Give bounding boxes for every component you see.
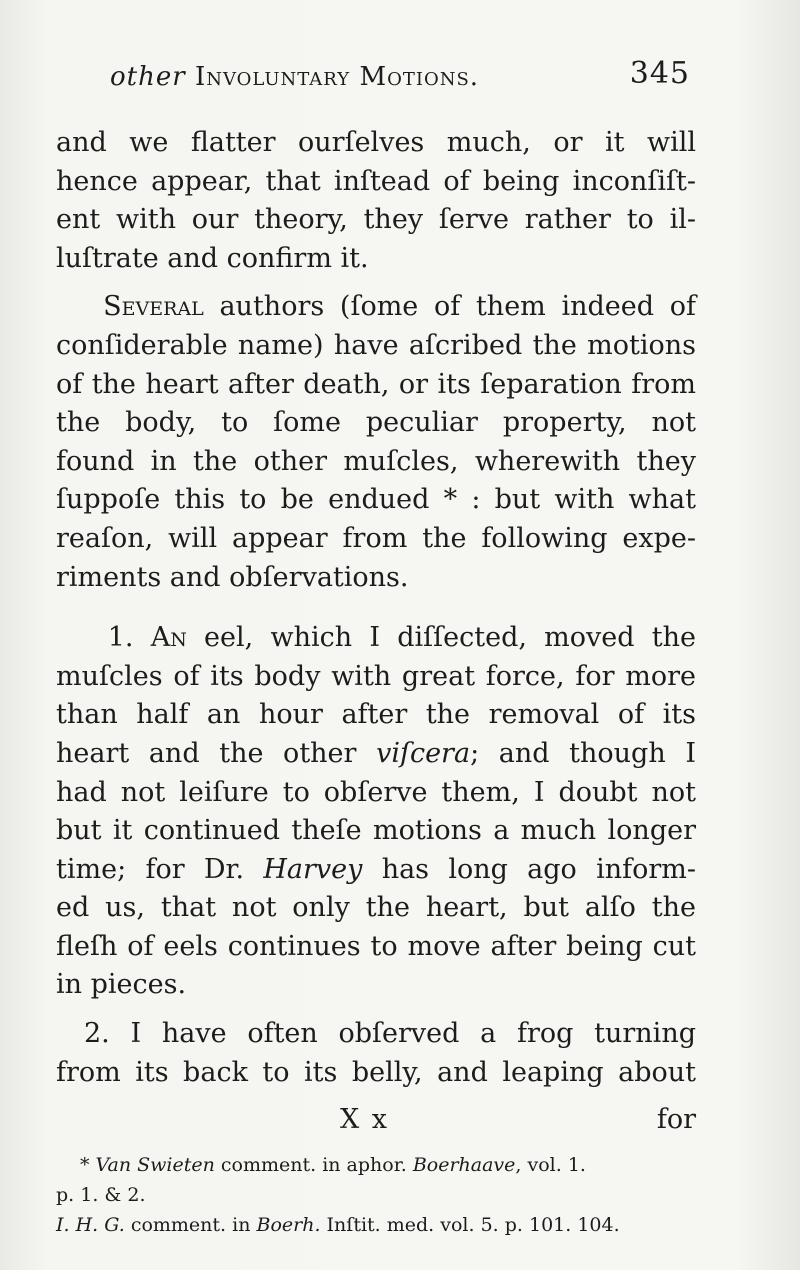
text-span: comment. in aphor. — [214, 1154, 413, 1176]
paragraph-first-line — [56, 288, 696, 327]
running-head-caps: Involuntary Motions. — [194, 62, 480, 92]
catchword: for — [656, 1104, 696, 1135]
text-line: than half an hour after the removal of its — [56, 699, 696, 731]
italic-name: Harvey — [263, 853, 363, 885]
text-line: fleſh of eels continues to move after being cut — [56, 930, 696, 962]
text-line: conſiderable name) have aſcribed the motions — [56, 329, 696, 361]
text-line: muſcles of its body with great force, for more — [56, 660, 696, 692]
italic-name: Boerh. — [256, 1214, 321, 1236]
running-head — [110, 56, 690, 92]
text-line — [56, 851, 696, 890]
text-span: eel, which I diſſected, moved the — [186, 622, 697, 654]
text-line: found in the other muſcles, wherewith they — [56, 445, 696, 477]
text-line: but it continued theſe motions a much longer — [56, 815, 696, 847]
italic-name: Van Swieten — [95, 1154, 215, 1176]
paragraph-number: 1. — [107, 622, 151, 654]
running-head-italic: other — [110, 62, 186, 92]
text-span: , vol. 1. — [515, 1154, 586, 1176]
text-line: from its back to its belly, and leaping about — [56, 1056, 696, 1088]
text-line: reaſon, will appear from the following expe- — [56, 522, 696, 554]
text-line: the body, to ſome peculiar property, not — [56, 407, 696, 439]
text-span: ; and though I — [470, 737, 696, 769]
text-line: ent with our theory, they ſerve rather to il- — [56, 204, 696, 236]
text-span: has long ago inform- — [362, 853, 696, 885]
footnote-line — [56, 1150, 706, 1180]
italic-name: I. H. G. — [56, 1214, 125, 1236]
paragraph-first-line — [56, 619, 696, 658]
text-span: heart and the other — [56, 737, 377, 769]
text-line: in pieces. — [56, 969, 187, 1001]
text-line: riments and obſervations. — [56, 561, 409, 593]
text-span: time; for Dr. — [56, 853, 264, 885]
footnotes — [56, 1150, 706, 1240]
footnote-line: p. 1. & 2. — [56, 1184, 146, 1206]
paragraph-first-line: 2. I have often obſerved a frog turning — [84, 1018, 696, 1050]
body-text — [56, 124, 696, 1092]
footnote-line — [56, 1210, 706, 1240]
italic-term: viſcera — [376, 737, 471, 769]
text-span: comment. in — [124, 1214, 257, 1236]
text-span: Inſtit. med. vol. 5. p. 101. 104. — [320, 1214, 620, 1236]
text-line: ſuppoſe this to be endued * : but with what — [56, 484, 696, 516]
text-line: ed us, that not only the heart, but alſo the — [56, 892, 696, 924]
signature-mark: X x — [340, 1104, 390, 1135]
italic-name: Boerhaave — [412, 1154, 516, 1176]
text-line: hence appear, that inſtead of being inconſiſt- — [56, 165, 696, 197]
text-line: of the heart after death, or its ſeparation from — [56, 368, 696, 400]
footnote-mark: * — [80, 1154, 96, 1176]
paragraph-lead-word: An — [150, 622, 187, 654]
text-line: and we flatter ourſelves much, or it will — [56, 127, 696, 158]
text-span: authors (ſome of them indeed of — [203, 291, 696, 323]
text-line: had not leiſure to obſerve them, I doubt not — [56, 776, 696, 808]
page-number: 345 — [629, 56, 690, 91]
text-line — [56, 735, 696, 774]
text-line: luſtrate and confirm it. — [56, 242, 369, 274]
paragraph-lead-word: Several — [103, 291, 204, 323]
